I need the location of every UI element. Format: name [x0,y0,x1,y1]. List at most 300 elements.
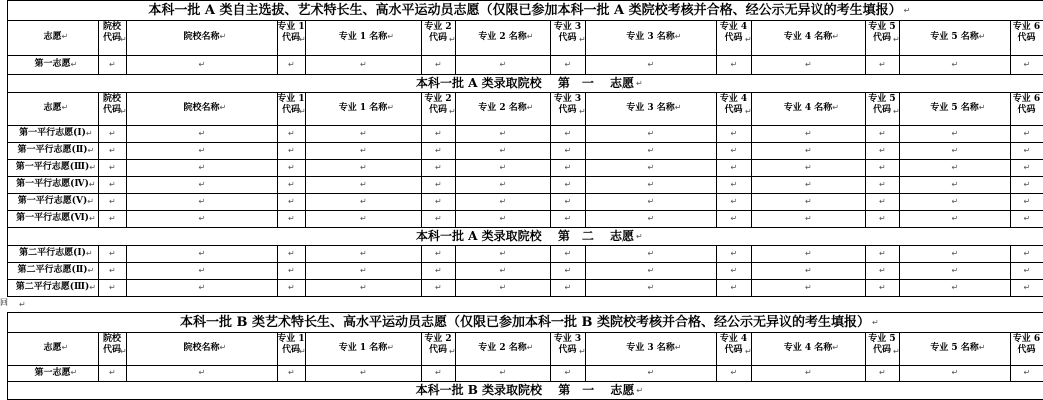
input-cell-mark: ↵ [435,162,442,172]
row-label: 第一平行志愿(Ⅴ) [17,196,88,206]
table-col-rule [98,332,99,365]
input-cell-mark: ↵ [109,282,116,292]
table-rule [7,159,1043,160]
table-rule [7,142,1043,143]
header-major-code: 专业 5 [868,334,896,344]
table-col-rule [865,365,866,381]
row-label-mark: ↵ [89,162,96,172]
input-cell-mark: ↵ [360,196,367,206]
input-cell-mark: ↵ [951,213,959,223]
header-school-name: 院校名称 [183,343,220,353]
input-cell-mark: ↵ [879,248,886,258]
input-cell-mark: ↵ [879,265,886,275]
row-label: 第一平行志愿(Ⅱ) [17,145,88,155]
table-col-rule [7,20,8,55]
table-col-rule [421,279,422,296]
input-cell-mark: ↵ [198,265,206,275]
input-cell-mark: ↵ [879,59,886,69]
table-col-rule [305,125,306,142]
input-cell-mark: ↵ [647,368,655,377]
table-col-rule [585,279,586,296]
header-mark: ↵ [61,103,69,112]
table-col-rule [550,55,551,74]
header-mark: ↵ [832,343,839,352]
row-label: 第一平行志愿(Ⅰ) [19,128,86,138]
table-col-rule [585,176,586,193]
table-col-rule [865,92,866,125]
table-rule [7,262,1043,263]
input-cell-mark: ↵ [564,145,572,155]
row-label: 第二平行志愿(Ⅲ) [15,282,90,292]
table-col-rule [899,262,900,279]
header-mark: ↵ [449,35,456,44]
table-col-rule [865,125,866,142]
table-col-rule [7,55,8,74]
table-col-rule [305,365,306,381]
table-col-rule [7,142,8,159]
table-col-rule [899,279,900,296]
table-col-rule [277,142,278,159]
table-col-rule [865,210,866,227]
input-cell-mark: ↵ [564,282,572,292]
input-cell-mark: ↵ [435,145,442,155]
table-col-rule [550,279,551,296]
table-col-rule [421,142,422,159]
table-col-rule [751,125,752,142]
input-cell-mark: ↵ [564,179,572,189]
table-col-rule [751,142,752,159]
table-col-rule [585,125,586,142]
header-major-name: 专业 1 名称 [338,103,388,113]
table-col-rule [865,279,866,296]
header-mark: ↵ [832,103,839,112]
header-mark: ↵ [299,35,306,44]
row-label: 第一志愿 [34,367,71,378]
table-col-rule [7,332,8,365]
table-col-rule [126,193,127,210]
input-cell-mark: ↵ [288,145,295,155]
input-cell-mark: ↵ [951,282,959,292]
table-col-rule [455,176,456,193]
table-col-rule [716,279,717,296]
header-major-name: 专业 5 名称 [930,343,979,353]
input-cell-mark: ↵ [879,179,886,189]
table-col-rule [277,365,278,381]
input-cell-mark: ↵ [730,265,738,275]
input-cell-mark: ↵ [647,59,655,69]
table-col-rule [865,262,866,279]
input-cell-mark: ↵ [564,368,572,377]
input-cell-mark: ↵ [647,179,655,189]
table-col-rule [277,245,278,262]
input-cell-mark: ↵ [435,282,442,292]
input-cell-mark: ↵ [198,213,206,223]
input-cell-mark: ↵ [499,213,507,223]
table-col-rule [277,125,278,142]
subtitle-b-first: 本科一批 B 类录取院校 第 一 志愿 [415,383,635,397]
table-col-rule [716,159,717,176]
input-cell-mark: ↵ [564,128,572,138]
table-rule [7,74,1043,75]
input-cell-mark: ↵ [499,248,507,258]
table-col-rule [585,159,586,176]
table-col-rule [98,125,99,142]
header-major-code: 专业 1 [277,334,305,344]
input-cell-mark: ↵ [1023,213,1031,223]
input-cell-mark: ↵ [1023,196,1031,206]
input-cell-mark: ↵ [435,368,442,377]
header-major-code: 专业 1 [277,22,305,32]
table-col-rule [1010,159,1011,176]
table-col-rule [7,92,8,125]
table-col-rule [421,193,422,210]
table-col-rule [421,245,422,262]
header-mark: ↵ [299,107,306,116]
table-col-rule [585,210,586,227]
input-cell-mark: ↵ [109,213,116,223]
row-label: 第一平行志愿(Ⅳ) [16,179,89,189]
input-cell-mark: ↵ [198,179,206,189]
table-col-rule [421,159,422,176]
header-mark: ↵ [893,35,900,44]
table-col-rule [550,176,551,193]
table-col-rule [751,210,752,227]
table-col-rule [585,262,586,279]
input-cell-mark: ↵ [198,128,206,138]
table-col-rule [455,193,456,210]
table-col-rule [305,142,306,159]
header-mark: ↵ [219,343,227,352]
table-col-rule [126,142,127,159]
input-cell-mark: ↵ [1023,265,1031,275]
input-cell-mark: ↵ [360,179,367,189]
header-major-name: 专业 5 名称 [930,103,979,113]
header-school-code: 代码 [102,33,121,43]
input-cell-mark: ↵ [109,196,116,206]
header-major-name: 专业 4 名称 [783,32,833,42]
table-col-rule [455,159,456,176]
input-cell-mark: ↵ [730,196,738,206]
table-col-rule [98,193,99,210]
table-col-rule [7,279,8,296]
input-cell-mark: ↵ [499,282,507,292]
row-label: 第一平行志愿(Ⅵ) [16,213,89,223]
header-mark: ↵ [745,35,752,44]
header-school-name: 院校名称 [183,32,220,42]
row-label-mark: ↵ [87,196,94,206]
input-cell-mark: ↵ [1023,248,1031,258]
input-cell-mark: ↵ [951,145,959,155]
header-major-name: 专业 2 名称 [478,32,527,42]
table-col-rule [421,20,422,55]
header-mark: ↵ [893,107,900,116]
row-label-mark: ↵ [70,368,78,377]
header-mark: ↵ [526,343,534,352]
header-major-code: 代码 [281,345,300,355]
input-cell-mark: ↵ [730,162,738,172]
input-cell-mark: ↵ [198,196,206,206]
subtitle-a-second: 本科一批 A 类录取院校 第 二 志愿 [415,229,635,243]
input-cell-mark: ↵ [805,248,812,258]
table-col-rule [550,125,551,142]
table-col-rule [865,176,866,193]
table-col-rule [550,142,551,159]
table-col-rule [865,55,866,74]
header-major-code: 专业 6 [1012,94,1041,104]
input-cell-mark: ↵ [499,162,507,172]
header-major-code: 代码 [558,33,577,43]
row-label: 第一志愿 [34,59,71,69]
row-label-mark: ↵ [87,145,95,155]
table-col-rule [899,245,900,262]
table-col-rule [98,20,99,55]
table-col-rule [7,210,8,227]
header-major-code: 代码 [724,105,743,115]
table-col-rule [126,210,127,227]
table-col-rule [126,125,127,142]
table-col-rule [716,92,717,125]
table-col-rule [716,262,717,279]
table-col-rule [899,210,900,227]
input-cell-mark: ↵ [564,265,572,275]
input-cell-mark: ↵ [360,213,367,223]
table-rule [7,312,1043,313]
header-school-code: 院校 [102,22,121,32]
table-col-rule [7,176,8,193]
table-col-rule [899,159,900,176]
title-end-mark: ↵ [872,318,879,327]
input-cell-mark: ↵ [647,248,655,258]
table-col-rule [7,381,8,399]
input-cell-mark: ↵ [198,162,206,172]
table-col-rule [716,210,717,227]
input-cell-mark: ↵ [564,196,572,206]
header-major-name: 专业 4 名称 [783,343,833,353]
input-cell-mark: ↵ [805,59,812,69]
input-cell-mark: ↵ [647,196,655,206]
table-col-rule [716,55,717,74]
header-major-code: 代码 [281,33,300,43]
table-col-rule [7,245,8,262]
table-col-rule [277,279,278,296]
input-cell-mark: ↵ [647,162,655,172]
table-col-rule [1010,365,1011,381]
header-major-name: 专业 2 名称 [478,103,527,113]
table-col-rule [751,365,752,381]
paragraph-mark: ↵ [19,300,26,309]
header-major-name: 专业 3 名称 [626,103,675,113]
input-cell-mark: ↵ [564,162,572,172]
table-col-rule [1010,125,1011,142]
input-cell-mark: ↵ [951,179,959,189]
header-mark: ↵ [579,35,586,44]
table-col-rule [7,0,8,20]
table-col-rule [1010,193,1011,210]
header-mark: ↵ [526,32,534,41]
table-rule [7,332,1043,333]
input-cell-mark: ↵ [730,213,738,223]
input-cell-mark: ↵ [198,248,206,258]
row-label-mark: ↵ [88,179,96,189]
table-col-rule [550,193,551,210]
table-col-rule [305,176,306,193]
header-major-code: 专业 2 [424,94,452,104]
header-school-code: 代码 [102,105,121,115]
table-col-rule [550,20,551,55]
section-title-a: 本科一批 A 类自主选拔、艺术特长生、高水平运动员志愿（仅限已参加本科一批 A 类院校考核并合格、经公示无异议的考生填报） [148,2,902,18]
table-rule [7,55,1043,56]
header-mark: ↵ [526,103,534,112]
table-col-rule [865,142,866,159]
input-cell-mark: ↵ [730,145,738,155]
header-major-code: 专业 3 [553,22,582,32]
header-major-code: 代码 [1017,105,1036,115]
input-cell-mark: ↵ [805,196,812,206]
table-col-rule [1010,279,1011,296]
table-col-rule [455,210,456,227]
table-col-rule [421,262,422,279]
table-col-rule [277,193,278,210]
table-col-rule [1010,20,1011,55]
input-cell-mark: ↵ [564,59,572,69]
table-col-rule [550,245,551,262]
header-school-name: 院校名称 [183,103,220,113]
input-cell-mark: ↵ [435,265,442,275]
input-cell-mark: ↵ [951,128,959,138]
header-mark: ↵ [893,347,900,356]
header-mark: ↵ [978,103,986,112]
table-col-rule [716,365,717,381]
header-school-code: 院校 [102,334,121,344]
input-cell-mark: ↵ [879,145,886,155]
input-cell-mark: ↵ [288,59,295,69]
table-col-rule [98,159,99,176]
input-cell-mark: ↵ [360,59,367,69]
header-mark: ↵ [219,32,227,41]
input-cell-mark: ↵ [288,248,295,258]
header-major-code: 专业 1 [277,94,305,104]
table-col-rule [751,279,752,296]
input-cell-mark: ↵ [435,59,442,69]
header-mark: ↵ [299,347,306,356]
table-col-rule [716,245,717,262]
input-cell-mark: ↵ [360,162,367,172]
table-col-rule [421,55,422,74]
header-major-code: 代码 [724,345,743,355]
input-cell-mark: ↵ [109,265,116,275]
table-col-rule [277,210,278,227]
table-col-rule [455,125,456,142]
header-zhiyuan: 志愿 [43,103,62,113]
input-cell-mark: ↵ [951,265,959,275]
subtitle-end-mark: ↵ [636,386,644,395]
table-col-rule [751,262,752,279]
table-col-rule [751,193,752,210]
table-col-rule [126,176,127,193]
input-cell-mark: ↵ [805,368,812,377]
table-col-rule [305,262,306,279]
header-major-code: 代码 [558,345,577,355]
header-major-name: 专业 5 名称 [930,32,979,42]
header-mark: ↵ [219,103,227,112]
header-mark: ↵ [674,103,682,112]
table-col-rule [455,55,456,74]
header-mark: ↵ [449,347,456,356]
input-cell-mark: ↵ [109,59,116,69]
header-major-code: 代码 [872,345,891,355]
input-cell-mark: ↵ [109,368,116,377]
header-mark: ↵ [978,32,986,41]
table-col-rule [305,279,306,296]
header-mark: ↵ [978,343,986,352]
table-col-rule [126,55,127,74]
header-major-code: 代码 [281,105,300,115]
table-col-rule [98,55,99,74]
header-major-code: 专业 4 [719,22,748,32]
header-mark: ↵ [449,107,456,116]
row-label-mark: ↵ [88,213,96,223]
table-rule [7,193,1043,194]
table-col-rule [455,365,456,381]
input-cell-mark: ↵ [499,179,507,189]
table-col-rule [899,142,900,159]
input-cell-mark: ↵ [288,282,295,292]
input-cell-mark: ↵ [360,248,367,258]
table-col-rule [277,159,278,176]
table-col-rule [865,245,866,262]
header-major-code: 专业 5 [868,22,896,32]
input-cell-mark: ↵ [805,128,812,138]
table-col-rule [7,365,8,381]
header-major-code: 代码 [428,33,447,43]
input-cell-mark: ↵ [288,179,295,189]
header-mark: ↵ [120,347,127,356]
header-mark: ↵ [387,32,394,41]
input-cell-mark: ↵ [198,59,206,69]
table-rule [7,210,1043,211]
table-col-rule [1010,262,1011,279]
input-cell-mark: ↵ [360,128,367,138]
header-mark: ↵ [387,103,394,112]
table-col-rule [98,176,99,193]
input-cell-mark: ↵ [109,162,116,172]
table-col-rule [1010,92,1011,125]
table-col-rule [7,193,8,210]
row-label: 第二平行志愿(Ⅱ) [17,265,88,275]
table-col-rule [550,159,551,176]
table-col-rule [899,176,900,193]
input-cell-mark: ↵ [109,128,116,138]
table-col-rule [716,332,717,365]
input-cell-mark: ↵ [951,59,959,69]
table-col-rule [550,210,551,227]
table-rule [7,0,1043,1]
table-rule [7,381,1043,382]
input-cell-mark: ↵ [288,128,295,138]
table-col-rule [98,210,99,227]
table-col-rule [126,245,127,262]
table-col-rule [126,262,127,279]
header-mark: ↵ [745,107,752,116]
table-col-rule [98,142,99,159]
table-col-rule [716,142,717,159]
table-col-rule [1010,332,1011,365]
input-cell-mark: ↵ [647,265,655,275]
section-break-mark: 回 [0,298,8,307]
input-cell-mark: ↵ [109,145,116,155]
table-col-rule [751,55,752,74]
row-label: 第二平行志愿(Ⅰ) [19,248,86,258]
